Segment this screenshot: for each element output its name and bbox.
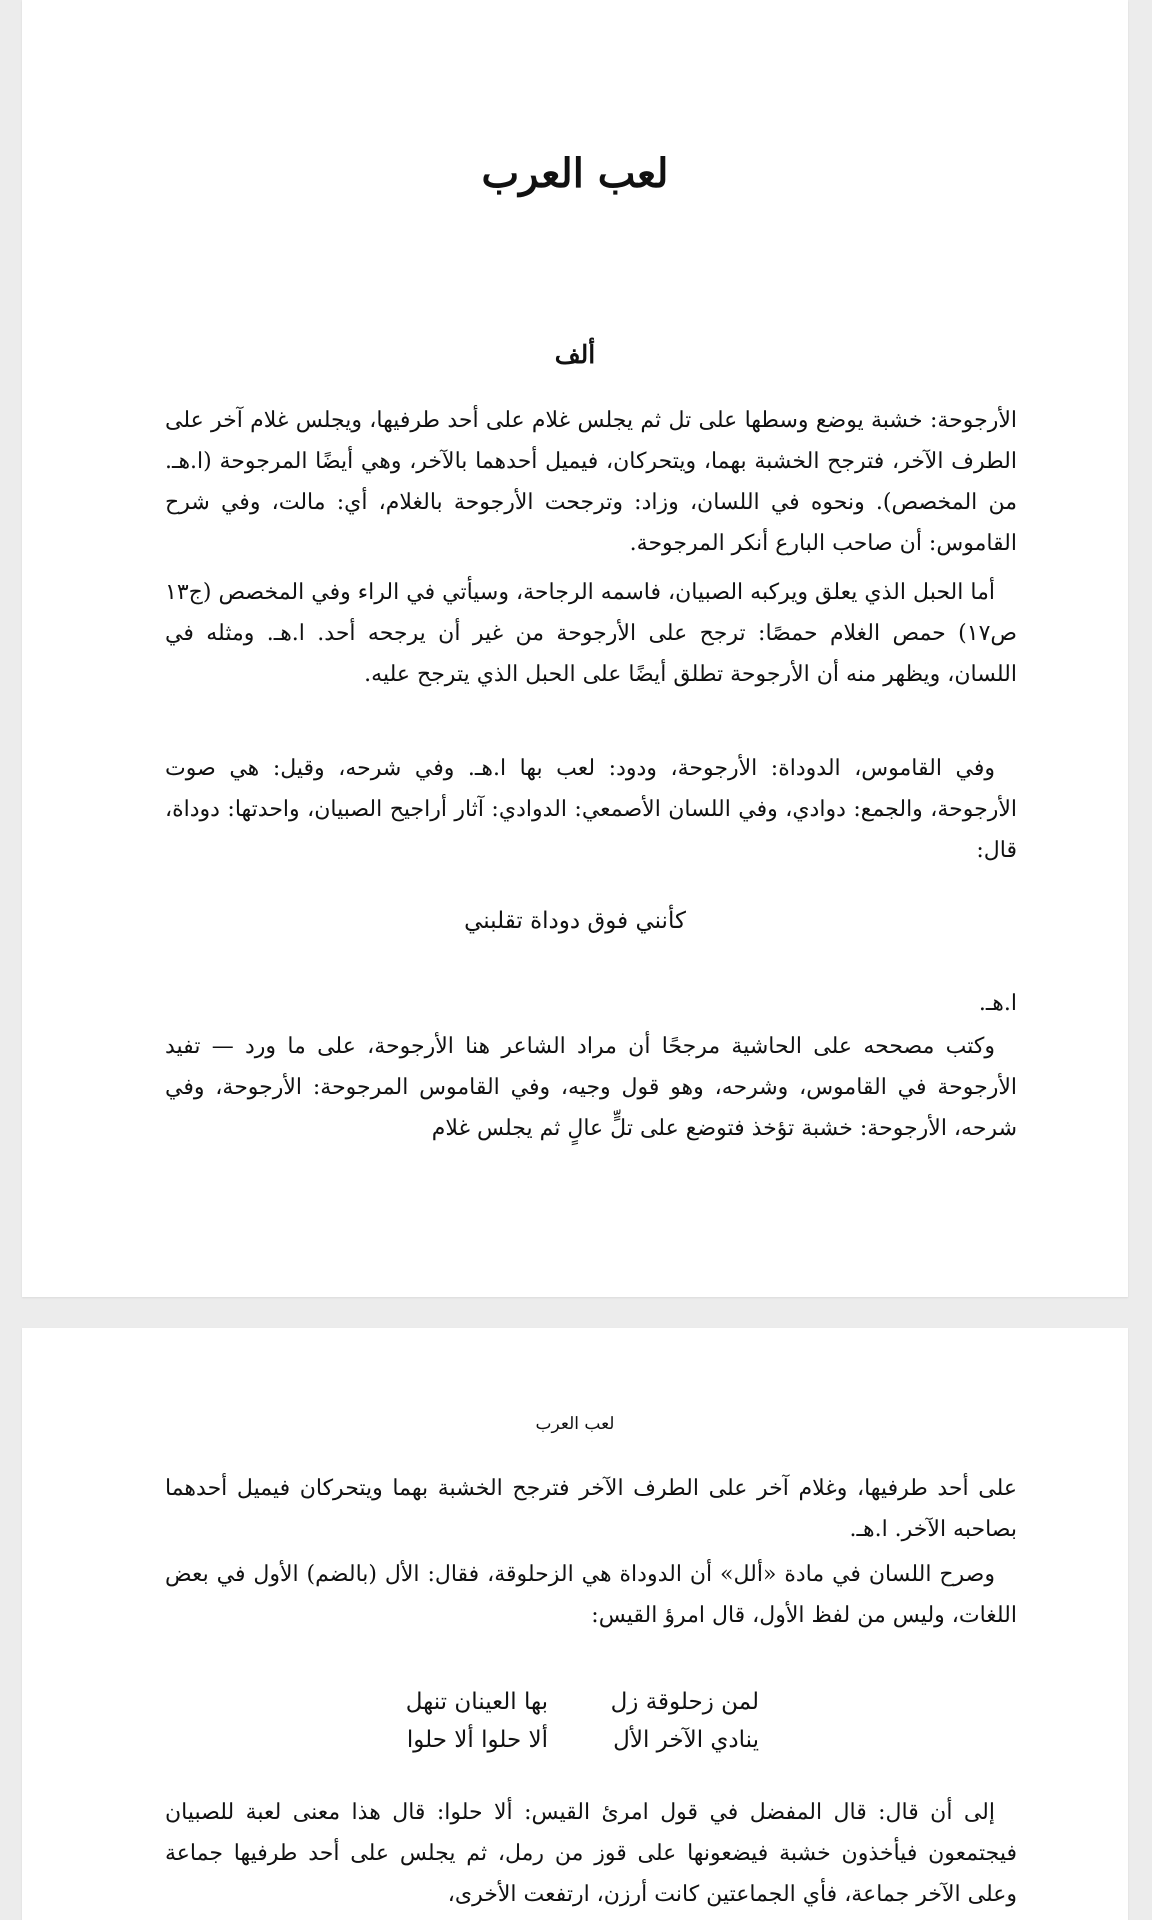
page2-paragraph-2-text: وصرح اللسان في مادة «ألل» أن الدوداة هي الزحلوقة، فقال: الأل (بالضم) الأول في بعض اللغات، وليس من لفظ الأول، قال امرؤ القيس: bbox=[165, 1562, 1017, 1628]
page2-paragraph-1-text: على أحد طرفيها، وغلام آخر على الطرف الآخر فترجح الخشبة بهما ويتحركان فيميل أحدهما بصاحبه الآخر. ا.هـ. bbox=[165, 1476, 1017, 1542]
page2-paragraph-3-text: إلى أن قال: قال المفضل في قول امرئ القيس: ألا حلوا: قال هذا معنى لعبة للصبيان فيجتمعون فيأخذون خشبة فيضعونها على قوز من رمل، ثم يجلس على أحد طرفيها جماعة وعلى الآخر جماعة، فأي الجماعتين كانت أرزن، ارتفعت الأخرى، bbox=[165, 1800, 1017, 1907]
abbreviation-line bbox=[165, 983, 1017, 1024]
paragraph-2 bbox=[165, 572, 1017, 695]
verse-line: كأنني فوق دوداة تقلبني bbox=[464, 908, 686, 934]
section-heading: ألف bbox=[554, 340, 596, 369]
couplet-first-hemistich: ينادي الآخر الأل bbox=[613, 1727, 759, 1753]
page-1 bbox=[22, 0, 1128, 1297]
couplet-second-hemistich: بها العينان تنهل bbox=[405, 1689, 548, 1715]
running-head: لعب العرب bbox=[535, 1414, 615, 1434]
paragraph-3-text: وفي القاموس، الدوداة: الأرجوحة، ودود: لعب بها ا.هـ. وفي شرحه، وقيل: هي صوت الأرجوحة، والجمع: دوادي، وفي اللسان الأصمعي: الدوادي: آثار أراجيح الصبيان، واحدتها: دوداة، قال: bbox=[165, 756, 1017, 863]
page2-paragraph-1 bbox=[165, 1468, 1017, 1550]
couplet bbox=[22, 1721, 1128, 1759]
couplet-first-hemistich: لمن زحلوقة زل bbox=[610, 1689, 759, 1715]
abbreviation-text: ا.هـ. bbox=[978, 991, 1017, 1016]
paragraph-2-text: أما الحبل الذي يعلق ويركبه الصبيان، فاسمه الرجاحة، وسيأتي في الراء وفي المخصص (ج١٣ ص١٧) حمص الغلام حمصًا: ترجح على الأرجوحة من غير أن يرجحه أحد. ا.هـ. ومثله في اللسان، ويظهر منه أن الأرجوحة تطلق أيضًا على الحبل الذي يترجح عليه. bbox=[165, 580, 1017, 687]
paragraph-4 bbox=[165, 1026, 1017, 1149]
paragraph-1 bbox=[165, 400, 1017, 564]
paragraph-3 bbox=[165, 748, 1017, 871]
couplet-second-hemistich: ألا حلوا ألا حلوا bbox=[406, 1727, 548, 1753]
poem-couplets bbox=[22, 1683, 1128, 1759]
page2-paragraph-3 bbox=[165, 1792, 1017, 1915]
couplet bbox=[22, 1683, 1128, 1721]
page2-paragraph-2 bbox=[165, 1554, 1017, 1636]
page-2 bbox=[22, 1328, 1128, 1920]
paragraph-4-text: وكتب مصححه على الحاشية مرجحًا أن مراد الشاعر هنا الأرجوحة، على ما ورد — تفيد الأرجوحة في القاموس، وشرحه، وهو قول وجيه، وفي القاموس المرجوحة: الأرجوحة، وفي شرحه، الأرجوحة: خشبة تؤخذ فتوضع على تلٍّ عالٍ ثم يجلس غلام bbox=[165, 1034, 1017, 1141]
page-title: لعب العرب bbox=[481, 150, 669, 197]
paragraph-1-text: الأرجوحة: خشبة يوضع وسطها على تل ثم يجلس غلام على أحد طرفيها، ويجلس غلام آخر على الطرف الآخر، فترجح الخشبة بهما، ويتحركان، فيميل أحدهما بالآخر، وهي أيضًا المرجوحة (ا.هـ. من المخصص). ونحوه في اللسان، وزاد: وترجحت الأرجوحة بالغلام، أي: مالت، وفي شرح القاموس: أن صاحب البارع أنكر المرجوحة. bbox=[165, 408, 1017, 556]
